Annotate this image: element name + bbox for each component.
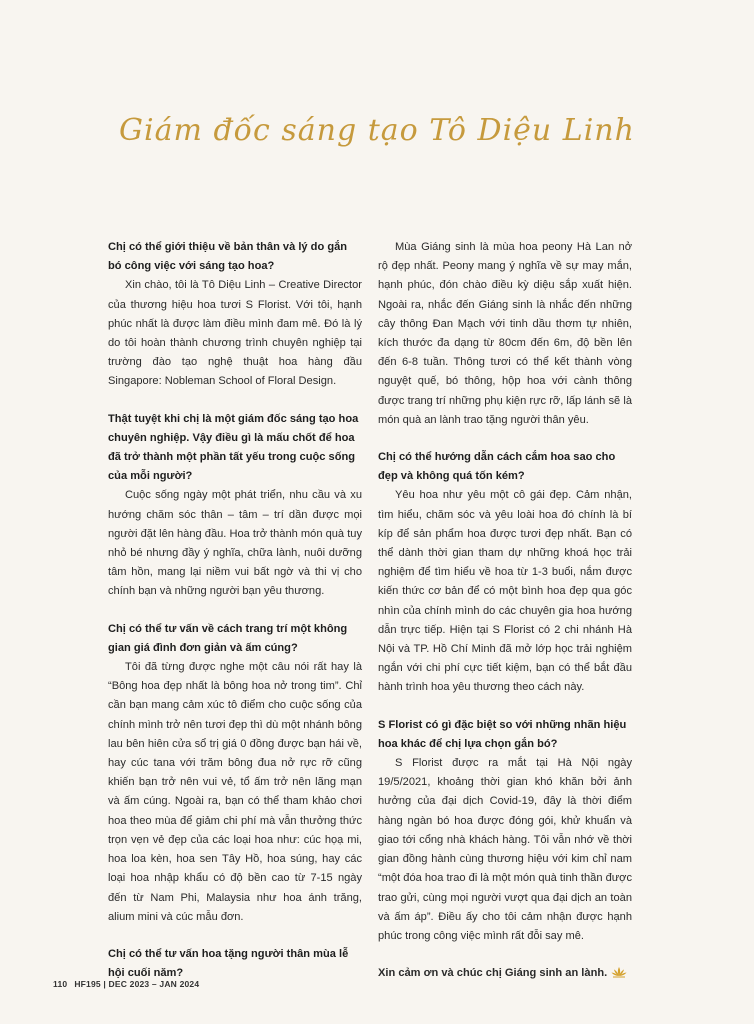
question-key-point: Thật tuyệt khi chị là một giám đốc sáng tạo hoa chuyên nghiệp. Vậy điều gì là mấu chốt để hoa đã trở thành một phần tất yếu trong cuộc sống của mỗi người? — [108, 412, 359, 483]
question-decoration: Chị có thể tư vấn về cách trang trí một không gian giá đình đơn giản và ấm cúng? — [108, 622, 348, 654]
closing-line — [378, 964, 632, 985]
page-footer — [53, 979, 199, 989]
lotus-icon — [611, 966, 627, 985]
spacer — [108, 602, 362, 620]
question-intro: Chị có thể giới thiệu về bản thân và lý do gắn bó công việc với sáng tạo hoa? — [108, 241, 348, 273]
answer-decoration: Tôi đã từng được nghe một câu nói rất hay là “Bông hoa đẹp nhất là bông hoa nở trong tim”. Chỉ cần bạn mang cảm xúc tô điểm cho cuộc sống của chính mình trở nên tươi đẹp thì dù một nhánh bông lau bên hiên cửa sổ trị giá 0 đồng được bạn hái về, hay cúc tana với trăm bông đua nở rực rỡ cũng khiến bạn trở nên vui vẻ, tổ ấm trở nên lãng mạn và ấm cúng. Ngoài ra, bạn có thể tham khảo chơi hoa theo mùa để giảm chi phí mà vẫn thưởng thức trọn vẹn vẻ đẹp của các loại hoa như: cúc họạ mi, hoa loa kèn, hoa sen Tây Hồ, hoa súng, hay các loại hoa nhập khẩu có độ bền cao từ 7-15 ngày đến từ Nam Phi, Malaysia như hoa ánh trăng, alium mini và cúc mẫu đơn. — [108, 661, 362, 923]
left-column — [108, 238, 362, 983]
spacer — [378, 946, 632, 964]
question-brand: S Florist có gì đặc biệt so với những nhãn hiệu hoa khác để chị lựa chọn gắn bó? — [378, 718, 627, 750]
issue-info: HF195 | DEC 2023 – JAN 2024 — [74, 979, 200, 989]
page-title: Giám đốc sáng tạo Tô Diệu Linh — [119, 113, 635, 148]
spacer — [108, 392, 362, 410]
answer-arranging: Yêu hoa như yêu một cô gái đẹp. Cảm nhận, tìm hiểu, chăm sóc và yêu loài hoa đó chính là bí kíp để sản phẩm hoa được tươi đẹp nhất. Bạn có thể dành thời gian tham dự những khoá học trải nghiệm để tìm hiểu về hoa từ 1-3 buổi, nắm được kiến thức cơ bản để có một bình hoa đẹp qua góc nhìn của chính mình do các chuyên gia hoa hướng dẫn trực tiếp. Hiện tại S Florist có 2 chi nhánh Hà Nội và TP. Hồ Chí Minh đã mở lớp học trải nghiệm ngắn với chi phí cực tiết kiệm, bạn có thể bắt đầu hành trình hoa yêu thương theo cách này. — [378, 489, 632, 694]
spacer — [108, 927, 362, 945]
answer-gift: Mùa Giáng sinh là mùa hoa peony Hà Lan nở rộ đẹp nhất. Peony mang ý nghĩa về sự may mắn, hạnh phúc, đón chào điều kỳ diệu sắp xuất hiện. Ngoài ra, nhắc đến Giáng sinh là nhắc đến những cây thông Đan Mạch với tinh dầu thơm tự nhiên, kích thước đa dạng từ 80cm đến 6m, độ bền lên đến 6-8 tuần. Thông tươi có thể kết thành vòng nguyệt quế, bó thông, hộp hoa với cành thông được trang trí những phụ kiện rực rỡ, lấp lánh sẽ là món quà an lành trao tặng người thân yêu. — [378, 241, 632, 426]
answer-key-point: Cuộc sống ngày một phát triển, nhu cầu và xu hướng chăm sóc thân – tâm – trí dần được mọi người đặt lên hàng đầu. Hoa trở thành món quà tuy nhỏ bé nhưng đầy ý nghĩa, chữa lành, nuôi dưỡng tâm hồn, mang lại niềm vui bất ngờ và thi vị cho chính bạn và những người bạn yêu thương. — [108, 489, 362, 598]
closing-text: Xin cảm ơn và chúc chị Giáng sinh an lành. — [378, 967, 608, 980]
question-arranging: Chị có thể hướng dẫn cách cắm hoa sao cho đẹp và không quá tốn kém? — [378, 451, 616, 483]
answer-brand: S Florist được ra mắt tại Hà Nội ngày 19/5/2021, khoảng thời gian khó khăn bởi ảnh hưởng của đại dịch Covid-19, đây là thời điểm hàng ngàn bó hoa được đóng gói, khử khuẩn và giao tới cổng nhà khách hàng. Tôi vẫn nhớ về thời gian đồng hành cùng thương hiệu với kim chỉ nam “một đóa hoa trao đi là một món quà tinh thần được trao gửi, cùng mọi người vượt qua đại dịch an toàn và ấm áp”. Điều ấy cho tôi cảm nhận được hạnh phúc trong công việc mình rất đỗi say mê. — [378, 757, 632, 942]
spacer — [378, 698, 632, 716]
question-gift: Chị có thể tư vấn hoa tặng người thân mùa lễ hội cuối năm? — [108, 947, 349, 980]
spacer — [378, 430, 632, 448]
right-column — [378, 238, 632, 985]
page-number: 110 — [53, 979, 68, 989]
answer-intro: Xin chào, tôi là Tô Diệu Linh – Creative Director của thương hiệu hoa tươi S Florist. Với tôi, hạnh phúc nhất là được làm điều mình đam mê. Đó là lý do tôi hoàn thành chương trình chuyên nghiệp tại trường đào tạo nghệ thuật hoa hàng đầu Singapore: Nobleman School of Floral Design. — [108, 279, 362, 388]
